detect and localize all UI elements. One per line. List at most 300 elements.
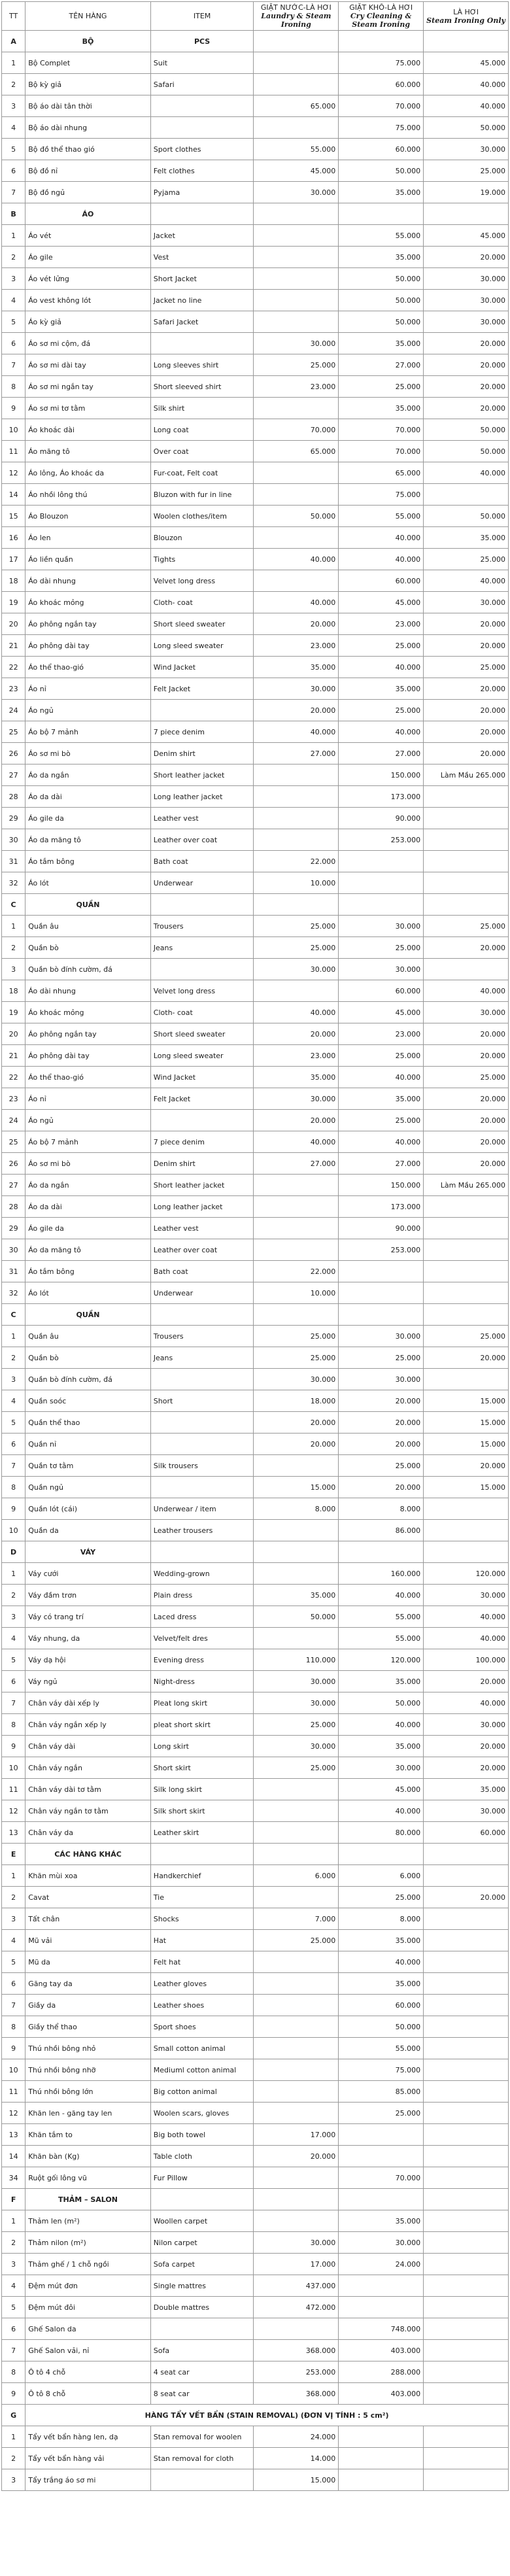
empty-cell bbox=[339, 2469, 424, 2491]
row-number: 6 bbox=[2, 1671, 26, 1692]
price-dry-cleaning: 60.000 bbox=[339, 139, 424, 160]
item-name-vi: Áo bộ 7 mảnh bbox=[26, 1131, 151, 1153]
table-row bbox=[2, 398, 509, 419]
price-dry-cleaning: 30.000 bbox=[339, 1757, 424, 1779]
item-name-en: Hat bbox=[150, 1930, 254, 1951]
price-dry-cleaning bbox=[339, 2146, 424, 2167]
price-dry-cleaning bbox=[339, 2297, 424, 2318]
price-steam-ironing: 20.000 bbox=[424, 1736, 509, 1757]
price-laundry: 40.000 bbox=[254, 592, 339, 613]
item-name-vi: Áo khoác dài bbox=[26, 419, 151, 441]
price-steam-ironing: 25.000 bbox=[424, 160, 509, 182]
price-dry-cleaning: 55.000 bbox=[339, 2038, 424, 2059]
price-steam-ironing: Làm Mầu 265.000 bbox=[424, 1175, 509, 1196]
item-name-vi: Ghế Salon da bbox=[26, 2318, 151, 2340]
price-dry-cleaning: 35.000 bbox=[339, 1973, 424, 1995]
price-steam-ironing: 45.000 bbox=[424, 225, 509, 247]
item-name-en: Leather shoes bbox=[150, 1995, 254, 2016]
price-steam-ironing: 30.000 bbox=[424, 1714, 509, 1736]
table-row bbox=[2, 1261, 509, 1282]
price-dry-cleaning: 35.000 bbox=[339, 333, 424, 354]
empty-cell bbox=[424, 2189, 509, 2210]
item-name-en: Underwear / item bbox=[150, 1498, 254, 1520]
row-number: 1 bbox=[2, 1563, 26, 1585]
table-row bbox=[2, 2297, 509, 2318]
empty-cell bbox=[424, 31, 509, 52]
price-dry-cleaning: 40.000 bbox=[339, 1067, 424, 1088]
table-row bbox=[2, 2167, 509, 2189]
price-laundry: 30.000 bbox=[254, 333, 339, 354]
row-number: 2 bbox=[2, 2232, 26, 2254]
item-name-en: Silk long skirt bbox=[150, 1779, 254, 1800]
row-number: 9 bbox=[2, 1498, 26, 1520]
table-row bbox=[2, 2124, 509, 2146]
price-laundry: 20.000 bbox=[254, 1412, 339, 1434]
price-laundry: 50.000 bbox=[254, 1606, 339, 1628]
item-name-en: Short leather jacket bbox=[150, 1175, 254, 1196]
section-title: VÁY bbox=[26, 1541, 151, 1563]
empty-cell bbox=[339, 2426, 424, 2448]
item-name-en: Underwear bbox=[150, 1282, 254, 1304]
row-number: 3 bbox=[2, 1908, 26, 1930]
price-dry-cleaning: 70.000 bbox=[339, 95, 424, 117]
row-number: 3 bbox=[2, 1606, 26, 1628]
item-name-en: Trousers bbox=[150, 916, 254, 937]
item-name-vi: Váy nhung, da bbox=[26, 1628, 151, 1649]
item-name-en: Big cotton animal bbox=[150, 2081, 254, 2103]
row-number: 25 bbox=[2, 1131, 26, 1153]
price-steam-ironing: 40.000 bbox=[424, 462, 509, 484]
item-name-en: Short leather jacket bbox=[150, 764, 254, 786]
table-row bbox=[2, 2254, 509, 2275]
item-name-en bbox=[150, 1477, 254, 1498]
item-name-vi: Quần da bbox=[26, 1520, 151, 1541]
item-name-en: Sport shoes bbox=[150, 2016, 254, 2038]
table-row bbox=[2, 916, 509, 937]
price-laundry: 65.000 bbox=[254, 95, 339, 117]
table-row bbox=[2, 1951, 509, 1973]
item-name-vi: Khăn bàn (Kg) bbox=[26, 2146, 151, 2167]
empty-cell bbox=[339, 1844, 424, 1865]
price-dry-cleaning: 173.000 bbox=[339, 786, 424, 808]
item-name-vi: Váy ngủ bbox=[26, 1671, 151, 1692]
price-dry-cleaning: 35.000 bbox=[339, 1088, 424, 1110]
price-steam-ironing: 35.000 bbox=[424, 527, 509, 549]
price-steam-ironing bbox=[424, 484, 509, 506]
item-name-vi: Áo da ngắn bbox=[26, 764, 151, 786]
price-dry-cleaning: 40.000 bbox=[339, 1714, 424, 1736]
price-steam-ironing: 60.000 bbox=[424, 1822, 509, 1844]
row-number: 18 bbox=[2, 570, 26, 592]
price-dry-cleaning: 50.000 bbox=[339, 290, 424, 311]
price-dry-cleaning: 27.000 bbox=[339, 354, 424, 376]
price-laundry: 25.000 bbox=[254, 1757, 339, 1779]
price-laundry: 30.000 bbox=[254, 959, 339, 980]
empty-cell bbox=[424, 1844, 509, 1865]
item-name-vi: Quần soóc bbox=[26, 1390, 151, 1412]
row-number: 2 bbox=[2, 2448, 26, 2469]
price-steam-ironing: 20.000 bbox=[424, 937, 509, 959]
price-steam-ironing bbox=[424, 2361, 509, 2383]
price-laundry bbox=[254, 311, 339, 333]
section-header bbox=[2, 31, 509, 52]
price-laundry: 50.000 bbox=[254, 506, 339, 527]
item-name-vi: Áo thể thao-gió bbox=[26, 657, 151, 678]
row-number: 2 bbox=[2, 1887, 26, 1908]
price-dry-cleaning: 8.000 bbox=[339, 1908, 424, 1930]
price-laundry: 30.000 bbox=[254, 1671, 339, 1692]
price-laundry: 20.000 bbox=[254, 613, 339, 635]
price-laundry bbox=[254, 808, 339, 829]
row-number: 24 bbox=[2, 700, 26, 721]
price-steam-ironing bbox=[424, 2383, 509, 2405]
price-dry-cleaning: 35.000 bbox=[339, 182, 424, 203]
item-name-en bbox=[150, 333, 254, 354]
table-row bbox=[2, 1757, 509, 1779]
price-dry-cleaning: 30.000 bbox=[339, 1326, 424, 1347]
item-name-en: Leather gloves bbox=[150, 1973, 254, 1995]
item-name-vi: Áo phông ngắn tay bbox=[26, 1023, 151, 1045]
price-steam-ironing: 20.000 bbox=[424, 700, 509, 721]
price-dry-cleaning: 27.000 bbox=[339, 1153, 424, 1175]
price-dry-cleaning: 20.000 bbox=[339, 1390, 424, 1412]
table-row bbox=[2, 376, 509, 398]
item-name-vi: Áo khoác mỏng bbox=[26, 592, 151, 613]
price-steam-ironing bbox=[424, 2124, 509, 2146]
item-name-vi: Bộ Complet bbox=[26, 52, 151, 74]
header-tt: TT bbox=[2, 2, 26, 31]
price-dry-cleaning: 27.000 bbox=[339, 743, 424, 764]
table-row bbox=[2, 290, 509, 311]
section-item-label bbox=[150, 1844, 254, 1865]
price-dry-cleaning: 40.000 bbox=[339, 527, 424, 549]
item-name-vi: Áo nhồi lông thú bbox=[26, 484, 151, 506]
price-laundry: 25.000 bbox=[254, 1326, 339, 1347]
table-row bbox=[2, 549, 509, 570]
item-name-en: Bluzon with fur in line bbox=[150, 484, 254, 506]
price-dry-cleaning: 45.000 bbox=[339, 1779, 424, 1800]
table-row bbox=[2, 1369, 509, 1390]
table-row bbox=[2, 1692, 509, 1714]
price-laundry: 23.000 bbox=[254, 376, 339, 398]
table-row bbox=[2, 2361, 509, 2383]
item-name-vi: Tất chân bbox=[26, 1908, 151, 1930]
price-steam-ironing bbox=[424, 1498, 509, 1520]
table-row bbox=[2, 1498, 509, 1520]
empty-cell bbox=[424, 894, 509, 916]
price-laundry: 25.000 bbox=[254, 937, 339, 959]
price-steam-ironing: 40.000 bbox=[424, 570, 509, 592]
row-number: 3 bbox=[2, 2469, 26, 2491]
item-name-vi: Tẩy vết bẩn hàng vải bbox=[26, 2448, 151, 2469]
table-row bbox=[2, 2016, 509, 2038]
section-title: QUẦN bbox=[26, 894, 151, 916]
table-row bbox=[2, 1045, 509, 1067]
price-dry-cleaning: 150.000 bbox=[339, 1175, 424, 1196]
item-name-en: Long leather jacket bbox=[150, 786, 254, 808]
price-dry-cleaning bbox=[339, 1282, 424, 1304]
price-laundry: 65.000 bbox=[254, 441, 339, 462]
price-laundry: 55.000 bbox=[254, 139, 339, 160]
empty-cell bbox=[254, 203, 339, 225]
price-laundry bbox=[254, 2016, 339, 2038]
price-steam-ironing bbox=[424, 2081, 509, 2103]
item-name-vi: Áo lót bbox=[26, 872, 151, 894]
price-laundry bbox=[254, 117, 339, 139]
price-steam-ironing bbox=[424, 2210, 509, 2232]
item-name-en: Leather vest bbox=[150, 1218, 254, 1239]
price-steam-ironing: 25.000 bbox=[424, 1067, 509, 1088]
price-laundry: 472.000 bbox=[254, 2297, 339, 2318]
table-row bbox=[2, 829, 509, 851]
price-table bbox=[1, 1, 509, 2491]
item-name-en: Over coat bbox=[150, 441, 254, 462]
row-number: 1 bbox=[2, 1865, 26, 1887]
row-number: 13 bbox=[2, 2124, 26, 2146]
price-steam-ironing: 15.000 bbox=[424, 1412, 509, 1434]
section-header bbox=[2, 1304, 509, 1326]
item-name-vi: Áo tắm bông bbox=[26, 851, 151, 872]
price-steam-ironing: 20.000 bbox=[424, 376, 509, 398]
section-letter: A bbox=[2, 31, 26, 52]
header-laundry bbox=[254, 2, 339, 31]
price-steam-ironing bbox=[424, 1908, 509, 1930]
item-name-en: Felt clothes bbox=[150, 160, 254, 182]
price-laundry: 20.000 bbox=[254, 1110, 339, 1131]
price-steam-ironing: 19.000 bbox=[424, 182, 509, 203]
item-name-en: Night-dress bbox=[150, 1671, 254, 1692]
price-dry-cleaning: 80.000 bbox=[339, 1822, 424, 1844]
table-row bbox=[2, 700, 509, 721]
price-dry-cleaning: 75.000 bbox=[339, 52, 424, 74]
item-name-vi: Quần bò đính cườm, đá bbox=[26, 959, 151, 980]
item-name-vi: Quần ngủ bbox=[26, 1477, 151, 1498]
table-row bbox=[2, 95, 509, 117]
price-dry-cleaning: 65.000 bbox=[339, 462, 424, 484]
price-dry-cleaning: 25.000 bbox=[339, 2103, 424, 2124]
row-number: 28 bbox=[2, 786, 26, 808]
item-name-vi: Tẩy vết bẩn hàng len, dạ bbox=[26, 2426, 151, 2448]
price-steam-ironing: 100.000 bbox=[424, 1649, 509, 1671]
item-name-vi: Váy có trang trí bbox=[26, 1606, 151, 1628]
price-laundry: 22.000 bbox=[254, 1261, 339, 1282]
price-dry-cleaning bbox=[339, 872, 424, 894]
item-name-en: Pyjama bbox=[150, 182, 254, 203]
row-number: 5 bbox=[2, 1649, 26, 1671]
row-number: 1 bbox=[2, 52, 26, 74]
price-dry-cleaning: 35.000 bbox=[339, 1671, 424, 1692]
price-dry-cleaning: 60.000 bbox=[339, 1995, 424, 2016]
row-number: 30 bbox=[2, 829, 26, 851]
price-dry-cleaning: 50.000 bbox=[339, 311, 424, 333]
price-laundry bbox=[254, 1800, 339, 1822]
row-number: 3 bbox=[2, 95, 26, 117]
item-name-vi: Áo gile da bbox=[26, 808, 151, 829]
row-number: 27 bbox=[2, 764, 26, 786]
price-steam-ironing bbox=[424, 1973, 509, 1995]
row-number: 2 bbox=[2, 1347, 26, 1369]
price-dry-cleaning: 75.000 bbox=[339, 484, 424, 506]
item-name-en: Table cloth bbox=[150, 2146, 254, 2167]
row-number: 21 bbox=[2, 635, 26, 657]
price-steam-ironing: 40.000 bbox=[424, 74, 509, 95]
price-laundry: 7.000 bbox=[254, 1908, 339, 1930]
item-name-vi: Áo sơ mi bò bbox=[26, 1153, 151, 1175]
price-steam-ironing: 35.000 bbox=[424, 1779, 509, 1800]
price-laundry: 20.000 bbox=[254, 700, 339, 721]
price-steam-ironing: 20.000 bbox=[424, 1023, 509, 1045]
table-row bbox=[2, 613, 509, 635]
table-row bbox=[2, 1196, 509, 1218]
item-name-en: Sofa carpet bbox=[150, 2254, 254, 2275]
table-row bbox=[2, 139, 509, 160]
item-name-en: Double mattres bbox=[150, 2297, 254, 2318]
price-steam-ironing bbox=[424, 851, 509, 872]
item-name-en bbox=[150, 1110, 254, 1131]
row-number: 10 bbox=[2, 419, 26, 441]
row-number: 32 bbox=[2, 872, 26, 894]
table-row bbox=[2, 1002, 509, 1023]
table-row bbox=[2, 311, 509, 333]
price-laundry: 30.000 bbox=[254, 1736, 339, 1757]
price-dry-cleaning: 50.000 bbox=[339, 1692, 424, 1714]
row-number: 17 bbox=[2, 549, 26, 570]
price-dry-cleaning: 70.000 bbox=[339, 419, 424, 441]
row-number: 12 bbox=[2, 1800, 26, 1822]
price-dry-cleaning: 24.000 bbox=[339, 2254, 424, 2275]
price-dry-cleaning: 70.000 bbox=[339, 441, 424, 462]
item-name-en: 8 seat car bbox=[150, 2383, 254, 2405]
price-steam-ironing bbox=[424, 1865, 509, 1887]
price-steam-ironing: 20.000 bbox=[424, 354, 509, 376]
item-name-vi: Áo phông dài tay bbox=[26, 635, 151, 657]
price-dry-cleaning: 120.000 bbox=[339, 1649, 424, 1671]
header-dry-main: GIẶT KHÔ-LÀ HƠI bbox=[349, 3, 413, 12]
item-name-vi: Bộ kỳ giả bbox=[26, 74, 151, 95]
price-steam-ironing: 30.000 bbox=[424, 1002, 509, 1023]
section-header bbox=[2, 1541, 509, 1563]
item-name-en: Long sleed sweater bbox=[150, 1045, 254, 1067]
price-laundry bbox=[254, 2059, 339, 2081]
empty-cell bbox=[424, 2426, 509, 2448]
price-steam-ironing bbox=[424, 1196, 509, 1218]
item-name-en: Leather skirt bbox=[150, 1822, 254, 1844]
price-steam-ironing: 30.000 bbox=[424, 1800, 509, 1822]
price-steam-ironing bbox=[424, 808, 509, 829]
item-name-vi: Áo khoác mỏng bbox=[26, 1002, 151, 1023]
price-laundry bbox=[254, 268, 339, 290]
item-name-en: Long sleeves shirt bbox=[150, 354, 254, 376]
price-dry-cleaning: 75.000 bbox=[339, 117, 424, 139]
item-name-vi: Áo gile da bbox=[26, 1218, 151, 1239]
price-steam-ironing: 40.000 bbox=[424, 95, 509, 117]
price-steam-ironing: 25.000 bbox=[424, 657, 509, 678]
price-dry-cleaning: 20.000 bbox=[339, 1434, 424, 1455]
price-steam-ironing bbox=[424, 2016, 509, 2038]
row-number: 8 bbox=[2, 2361, 26, 2383]
price-steam-ironing: 15.000 bbox=[424, 1477, 509, 1498]
item-name-en: Denim shirt bbox=[150, 743, 254, 764]
item-name-en: Wind Jacket bbox=[150, 1067, 254, 1088]
price-steam-ironing: 20.000 bbox=[424, 1671, 509, 1692]
item-name-en: Small cotton animal bbox=[150, 2038, 254, 2059]
item-name-vi: Thảm ghế / 1 chỗ ngồi bbox=[26, 2254, 151, 2275]
table-row bbox=[2, 2059, 509, 2081]
item-name-vi: Quần tơ tằm bbox=[26, 1455, 151, 1477]
price-dry-cleaning: 70.000 bbox=[339, 2167, 424, 2189]
price-table-body bbox=[2, 31, 509, 2491]
price-dry-cleaning: 50.000 bbox=[339, 2016, 424, 2038]
table-row bbox=[2, 2469, 509, 2491]
header-dry-sub: Cry Cleaning & Steam Ironing bbox=[350, 12, 412, 29]
price-dry-cleaning: 90.000 bbox=[339, 1218, 424, 1239]
item-name-en bbox=[150, 1369, 254, 1390]
item-name-en: Long sleed sweater bbox=[150, 635, 254, 657]
row-number: 3 bbox=[2, 268, 26, 290]
price-laundry: 253.000 bbox=[254, 2361, 339, 2383]
price-laundry: 15.000 bbox=[254, 1477, 339, 1498]
item-name-en bbox=[150, 2469, 254, 2491]
item-name-en: Leather trousers bbox=[150, 1520, 254, 1541]
row-number: 9 bbox=[2, 2383, 26, 2405]
section-header bbox=[2, 1844, 509, 1865]
price-laundry: 35.000 bbox=[254, 1585, 339, 1606]
item-name-vi: Quần bò đính cườm, đá bbox=[26, 1369, 151, 1390]
table-row bbox=[2, 484, 509, 506]
price-dry-cleaning: 50.000 bbox=[339, 268, 424, 290]
price-steam-ironing: 40.000 bbox=[424, 980, 509, 1002]
table-row bbox=[2, 1088, 509, 1110]
item-name-vi: Ghế Salon vải, nỉ bbox=[26, 2340, 151, 2361]
table-row bbox=[2, 2038, 509, 2059]
price-laundry: 10.000 bbox=[254, 1282, 339, 1304]
item-name-vi: Khăn tắm to bbox=[26, 2124, 151, 2146]
item-name-vi: Áo nỉ bbox=[26, 1088, 151, 1110]
table-row bbox=[2, 786, 509, 808]
price-dry-cleaning: 40.000 bbox=[339, 721, 424, 743]
row-number: 14 bbox=[2, 2146, 26, 2167]
item-name-en: Blouzon bbox=[150, 527, 254, 549]
table-row bbox=[2, 1973, 509, 1995]
row-number: 1 bbox=[2, 1326, 26, 1347]
row-number: 3 bbox=[2, 959, 26, 980]
item-name-vi: Áo dài nhung bbox=[26, 980, 151, 1002]
row-number: 19 bbox=[2, 1002, 26, 1023]
item-name-vi: Áo măng tô bbox=[26, 441, 151, 462]
price-steam-ironing: 20.000 bbox=[424, 635, 509, 657]
price-dry-cleaning: 253.000 bbox=[339, 829, 424, 851]
price-dry-cleaning: 25.000 bbox=[339, 1887, 424, 1908]
item-name-en: Laced dress bbox=[150, 1606, 254, 1628]
table-row bbox=[2, 1563, 509, 1585]
item-name-en: Denim shirt bbox=[150, 1153, 254, 1175]
price-steam-ironing: 20.000 bbox=[424, 1045, 509, 1067]
item-name-vi: Quần nỉ bbox=[26, 1434, 151, 1455]
price-steam-ironing: Làm Mầu 265.000 bbox=[424, 764, 509, 786]
item-name-en: Long skirt bbox=[150, 1736, 254, 1757]
price-laundry bbox=[254, 247, 339, 268]
table-row bbox=[2, 1995, 509, 2016]
table-row bbox=[2, 1347, 509, 1369]
item-name-en: Woollen carpet bbox=[150, 2210, 254, 2232]
price-laundry bbox=[254, 2318, 339, 2340]
row-number: 12 bbox=[2, 2103, 26, 2124]
price-laundry bbox=[254, 1887, 339, 1908]
price-dry-cleaning: 40.000 bbox=[339, 549, 424, 570]
price-laundry: 437.000 bbox=[254, 2275, 339, 2297]
header-item: ITEM bbox=[150, 2, 254, 31]
section-item-label bbox=[150, 203, 254, 225]
